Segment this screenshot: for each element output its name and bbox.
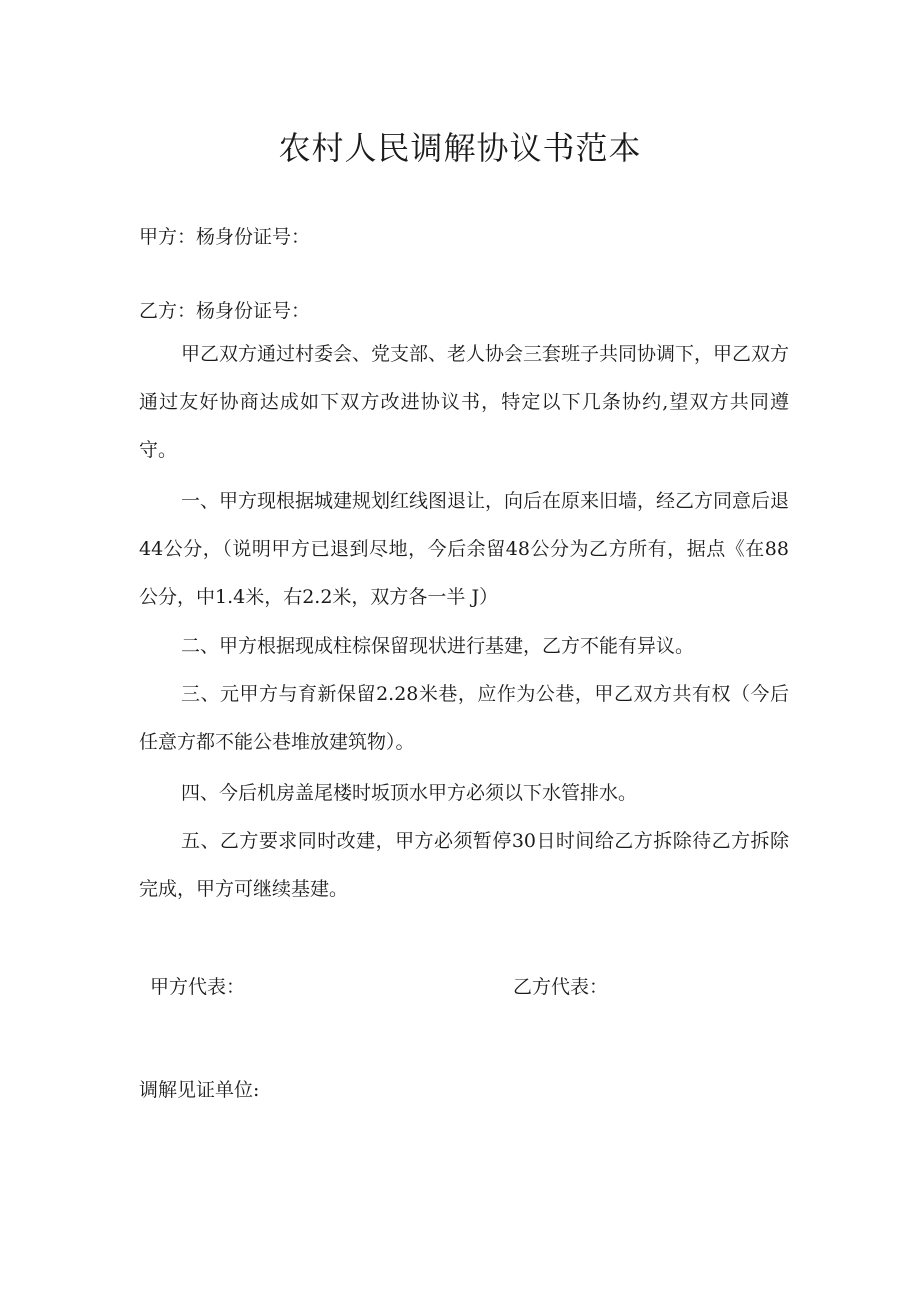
party-a-representative-label: 甲方代表： — [150, 976, 246, 998]
clause-4-paragraph: 四、今后机房盖尾楼时坂顶水甲方必须以下水管排水。 — [181, 782, 638, 804]
intro-paragraph: 甲乙双方通过村委会、党支部、老人协会三套班子共同协调下，甲乙双方通过友好协商达成如下双方改进协议书，特定以下几条协约,望双方共同遵守。 — [139, 343, 790, 461]
party-a-id-line: 甲方：杨身份证号： — [139, 226, 311, 248]
clause-2-paragraph: 二、甲方根据现成柱棕保留现状进行基建，乙方不能有异议。 — [181, 635, 695, 657]
clause-5-paragraph: 五、乙方要求同时改建，甲方必须暂停30日时间给乙方拆除待乙方拆除完成，甲方可继续基建。 — [139, 830, 789, 900]
document-title: 农村人民调解协议书范本 — [278, 129, 642, 167]
witness-unit-label: 调解见证单位: — [139, 1079, 260, 1101]
party-b-representative-label: 乙方代表： — [513, 976, 609, 998]
clause-3-paragraph: 三、元甲方与育新保留2.28米巷，应作为公巷，甲乙双方共有权（今后任意方都不能公巷堆放建筑物）。 — [139, 683, 789, 753]
party-b-id-line: 乙方：杨身份证号： — [139, 300, 311, 322]
clause-1-paragraph: 一、甲方现根据城建规划红线图退让，向后在原来旧墙，经乙方同意后退44公分，（说明甲方已退到尽地，今后余留48公分为乙方所有，据点《在88公分，中1.4米，右2.2米，双方各一半 J） — [139, 490, 790, 608]
